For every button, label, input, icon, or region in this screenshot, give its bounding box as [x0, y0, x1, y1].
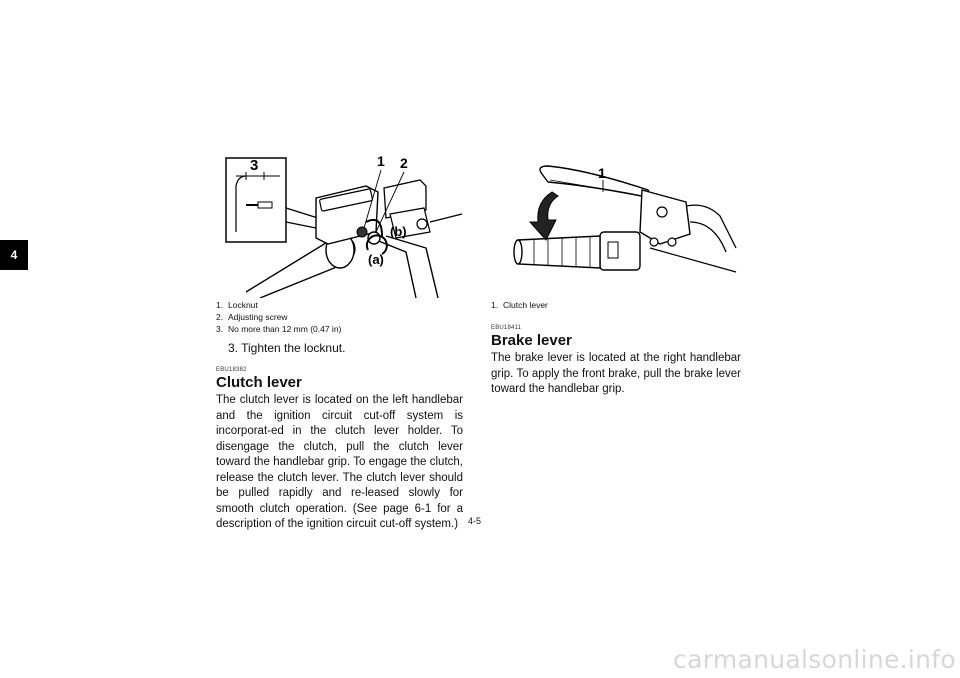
caption-item: 1. Clutch lever: [491, 300, 548, 310]
figure-clutch-lever: [490, 152, 746, 298]
section-body: The brake lever is located at the right handlebar grip. To apply the front brake, pull the brake lever toward the handlebar grip.: [491, 352, 741, 395]
callout-b: (b): [390, 224, 407, 239]
caption-item: 3. No more than 12 mm (0.47 in): [216, 324, 342, 334]
section-heading: Brake lever: [491, 332, 572, 349]
callout-a: (a): [368, 252, 384, 267]
callout-1: 1: [377, 153, 385, 169]
figure-left-caption: [216, 299, 341, 335]
brake-lever-section: [491, 325, 741, 398]
chapter-tab: 4: [0, 240, 28, 270]
section-code: EBU18411: [491, 325, 522, 331]
section-code: EBU18382: [216, 367, 247, 373]
figure-lever-adjustment: [216, 152, 472, 298]
caption-item: 2. Adjusting screw: [216, 312, 288, 322]
figure-right-caption: [491, 299, 548, 311]
page-number: 4-5: [468, 516, 482, 526]
step-instruction: 3. Tighten the locknut.: [228, 341, 346, 355]
callout-3: 3: [250, 157, 259, 174]
section-heading: Clutch lever: [216, 374, 302, 391]
watermark[interactable]: carmanualsonline.info: [673, 645, 956, 674]
clutch-lever-section: [216, 367, 463, 533]
caption-item: 1. Locknut: [216, 300, 258, 310]
callout-2: 2: [400, 155, 408, 171]
section-body: The clutch lever is located on the left handlebar and the ignition circuit cut-off system is incorporat-ed in the clutch lever holder. To disengage the clutch, pull the clutch lever toward the handlebar grip. To engage the clutch, release the clutch lever. The clutch lever should be pulled rapidly and re-leased slowly for smooth clutch operation. (See page 6-1 for a description of the ignition circuit cut-off system.): [216, 394, 463, 530]
callout-1: 1: [598, 165, 606, 181]
